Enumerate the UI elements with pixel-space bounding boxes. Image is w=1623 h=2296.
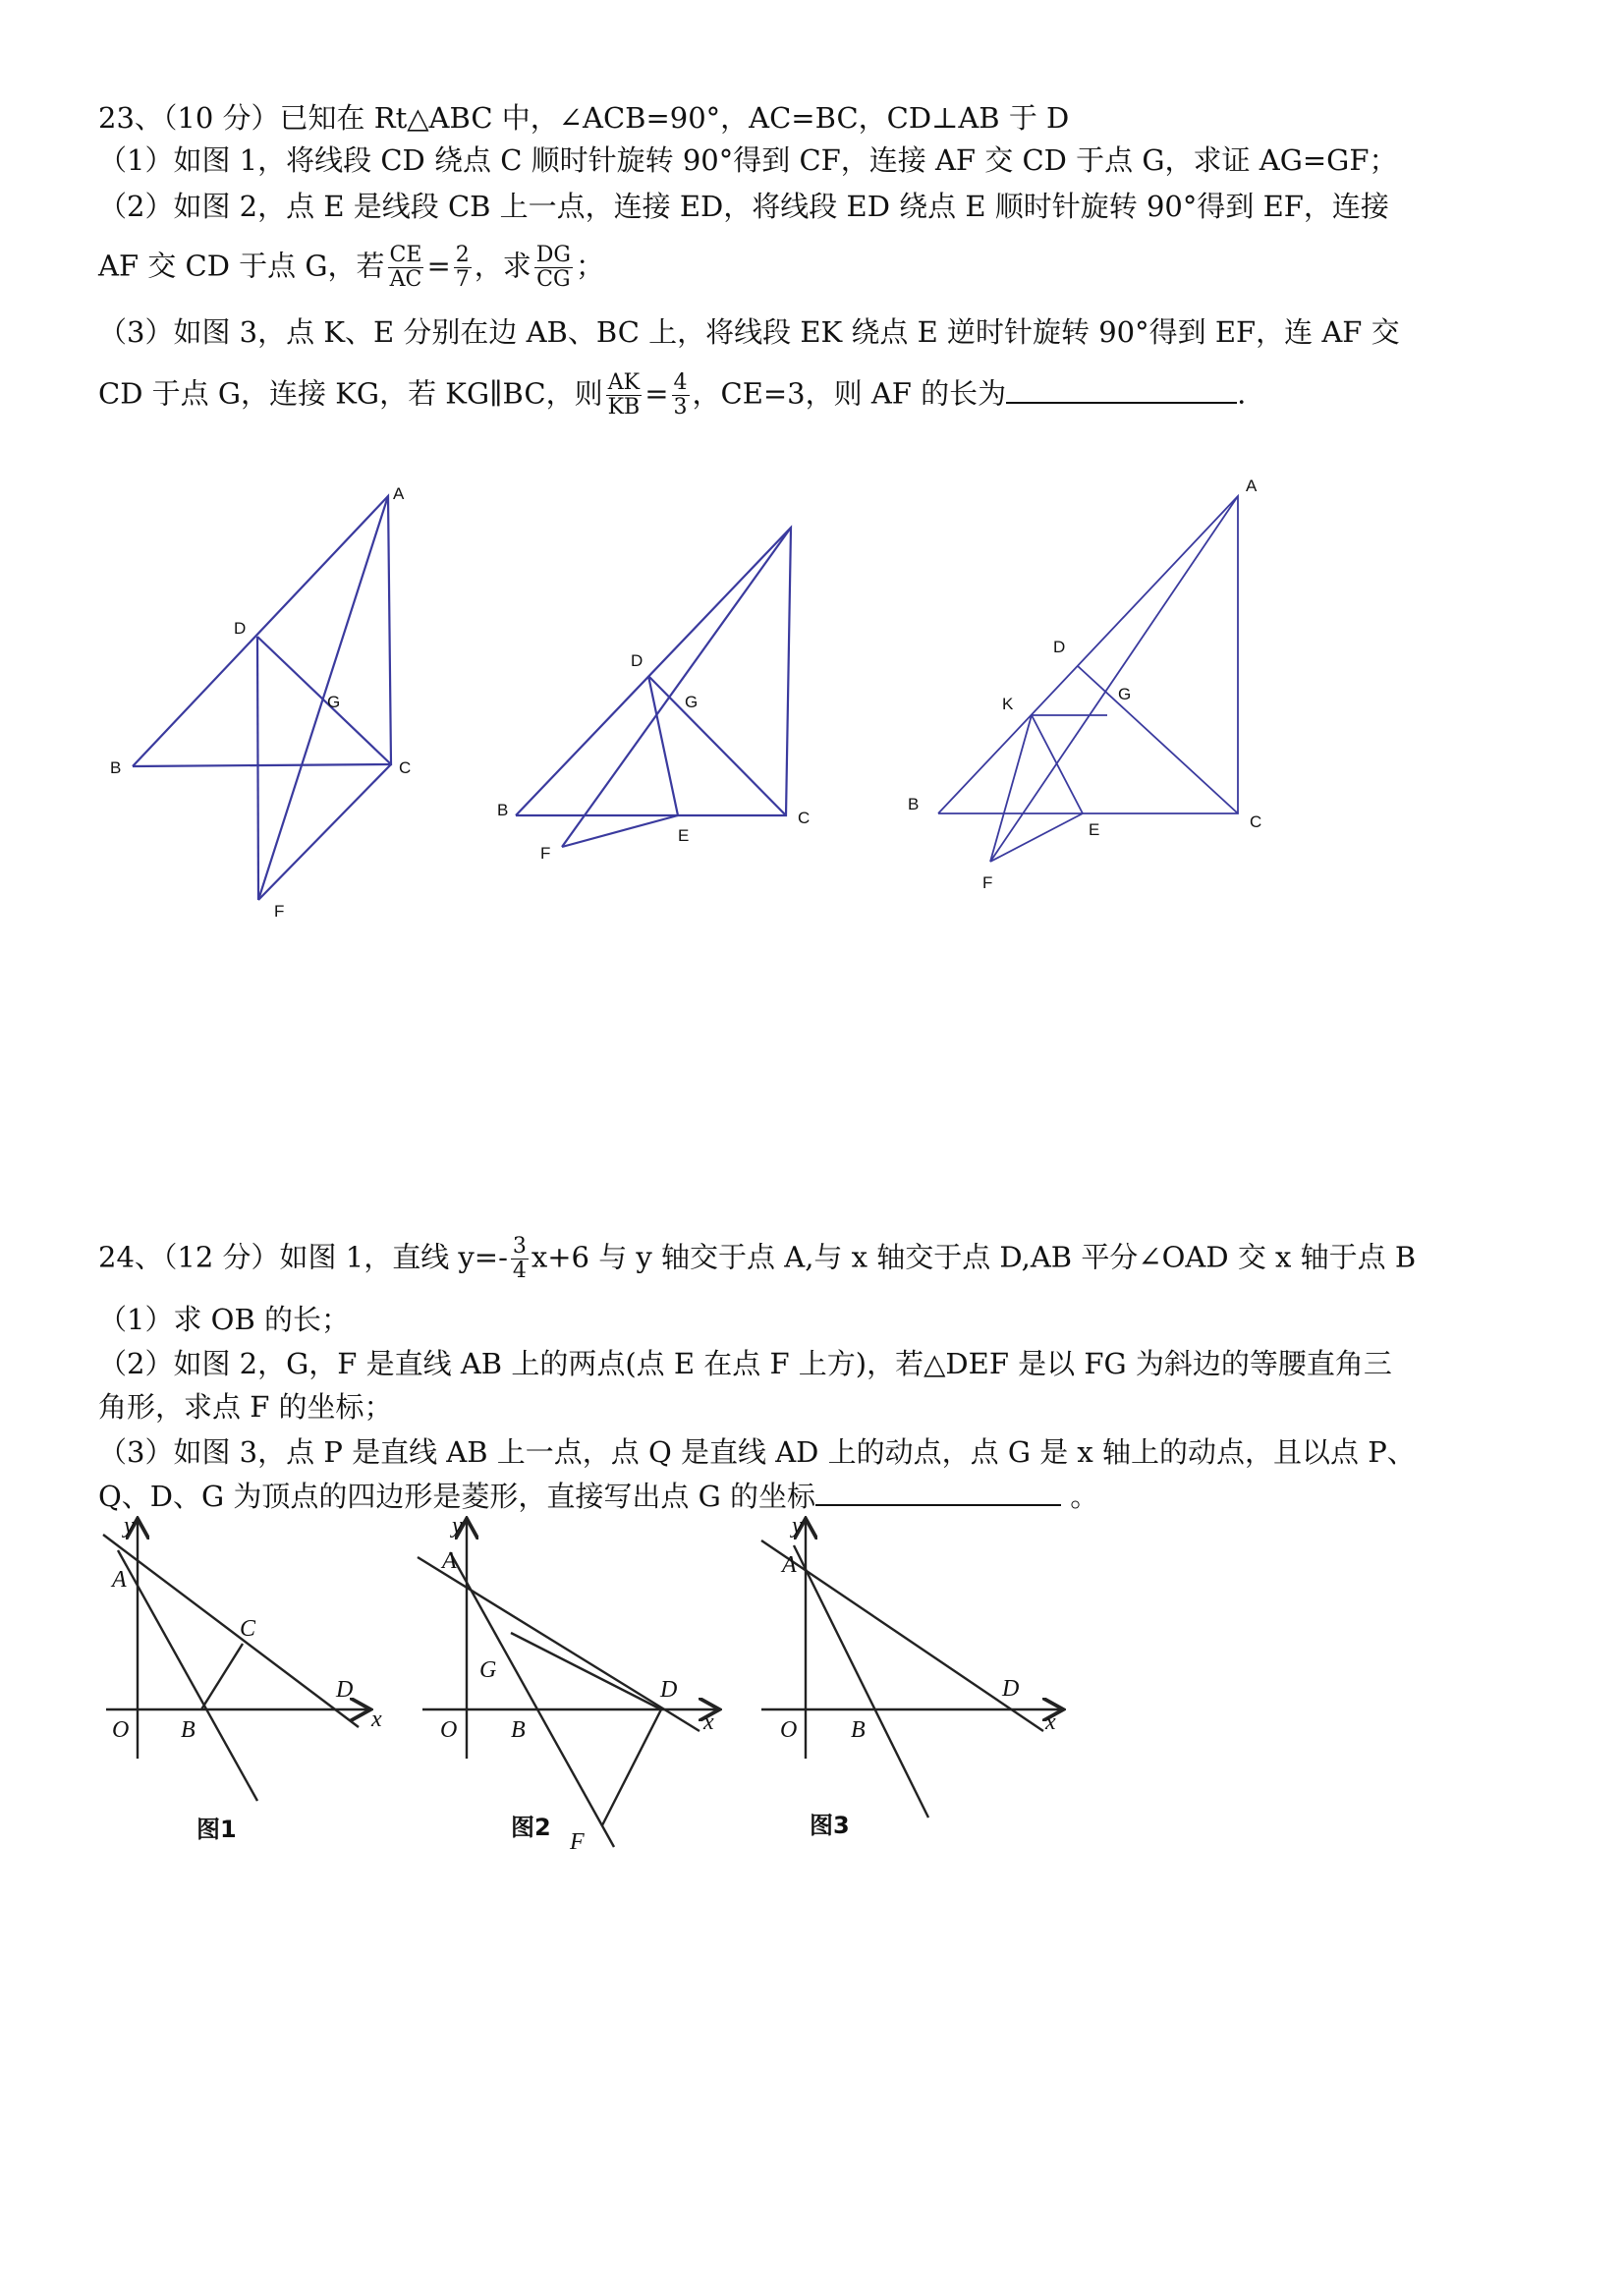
- frac-num: CE: [389, 243, 422, 267]
- fig2-segment-gd: [511, 1633, 661, 1709]
- fig1-label-c: C: [240, 1616, 256, 1642]
- fig1-label-d: D: [336, 1677, 354, 1703]
- q24-line3: （2）如图 2，G，F 是直线 AB 上的两点(点 E 在点 F 上方)，若△DEF 是以 FG 为斜边的等腰直角三: [98, 1347, 1392, 1380]
- fig1-segment-bc: [201, 1644, 243, 1709]
- fig1-label-a: A: [112, 1567, 127, 1593]
- fig2-label-a: A: [442, 1548, 457, 1574]
- q23-line1: 23、（10 分）已知在 Rt△ABC 中，∠ACB=90°，AC=BC，CD⊥AB 于 D: [98, 101, 1070, 135]
- fig1-label-a: A: [393, 484, 405, 503]
- fig2-line-ad: [418, 1557, 700, 1731]
- fig3-label-d: D: [1053, 638, 1066, 656]
- frac-den: 4: [512, 1259, 527, 1283]
- fig1-label-c: C: [399, 758, 412, 777]
- q23-line6-b: ，CE=3，则 AF 的长为: [692, 376, 1007, 411]
- q24-line6-b: 。: [1061, 1480, 1099, 1513]
- frac-num: 2: [455, 243, 470, 267]
- q23-line2: （1）如图 1，将线段 CD 绕点 C 顺时针旋转 90°得到 CF，连接 AF 交 CD 于点 G，求证 AG=GF；: [98, 143, 1398, 177]
- fig2-caption: 图2: [511, 1814, 551, 1841]
- fig2-label-g: G: [479, 1657, 497, 1683]
- fig1-line-ab: [118, 1550, 257, 1801]
- fig3-line-ab: [794, 1545, 928, 1818]
- fig3-line-ad: [761, 1540, 1043, 1731]
- fig2-label-b: B: [497, 801, 509, 819]
- frac-num: DG: [535, 243, 571, 267]
- equals-sign: =: [644, 376, 669, 411]
- fig1-label-d: D: [234, 619, 247, 638]
- fig3-label-k: K: [1002, 695, 1014, 713]
- fig1-label-y: y: [124, 1513, 135, 1539]
- frac-den: AC: [389, 267, 422, 292]
- fig1-label-x: x: [371, 1707, 382, 1732]
- q23-line3: （2）如图 2，点 E 是线段 CB 上一点，连接 ED，将线段 ED 绕点 E 顺时针旋转 90°得到 EF，连接: [98, 190, 1389, 223]
- fig3-label-f: F: [982, 873, 993, 892]
- fig2-line-ab: [450, 1552, 614, 1847]
- fig2-label-d: D: [660, 1677, 678, 1703]
- q23-line5: （3）如图 3，点 K、E 分别在边 AB、BC 上，将线段 EK 绕点 E 逆时针旋转 90°得到 EF，连 AF 交: [98, 315, 1400, 349]
- fig3-caption: 图3: [810, 1812, 850, 1839]
- fig3-label-b: B: [851, 1717, 866, 1743]
- q23-line6-a: CD 于点 G，连接 KG，若 KG∥BC，则: [98, 376, 603, 411]
- frac-den: CG: [536, 267, 571, 292]
- fig2-label-y: y: [452, 1513, 463, 1539]
- q23-line4-b: ，求: [474, 249, 532, 283]
- q23-line4-c: ；: [576, 249, 605, 283]
- fig1-label-b: B: [181, 1717, 196, 1743]
- fig3-label-x: x: [1045, 1709, 1056, 1735]
- frac-den: 7: [455, 267, 470, 292]
- fig2-label-f: F: [570, 1829, 585, 1855]
- q24-line5: （3）如图 3，点 P 是直线 AB 上一点，点 Q 是直线 AD 上的动点，点 G 是 x 轴上的动点，且以点 P、: [98, 1435, 1416, 1469]
- fig3-label-b: B: [908, 795, 920, 813]
- q24-line6-a: Q、D、G 为顶点的四边形是菱形，直接写出点 G 的坐标: [98, 1480, 816, 1513]
- q24-line1-b: x+6 与 y 轴交于点 A,与 x 轴交于点 D,AB 平分∠OAD 交 x 轴于点 B: [531, 1240, 1417, 1274]
- q24-fig1: [103, 1521, 368, 1801]
- fig3-label-o: O: [780, 1717, 798, 1743]
- fig3-label-g: G: [1118, 685, 1132, 703]
- q24-line4: 角形，求点 F 的坐标；: [98, 1390, 393, 1424]
- q24-line2: （1）求 OB 的长；: [98, 1303, 350, 1336]
- fig3-label-y: y: [792, 1513, 803, 1539]
- fig3-label-c: C: [1250, 812, 1262, 831]
- equals-sign: =: [426, 249, 451, 283]
- frac-den: 3: [673, 395, 688, 420]
- fig2-label-x: x: [703, 1709, 714, 1735]
- fig1-label-o: O: [112, 1717, 130, 1743]
- fig2-label-b: B: [511, 1717, 526, 1743]
- fig2-label-o: O: [440, 1717, 458, 1743]
- fig2-label-c: C: [798, 809, 811, 827]
- fig1-line-ad: [103, 1535, 359, 1727]
- fig2-label-e: E: [678, 826, 690, 845]
- fig3-label-a: A: [1246, 476, 1258, 495]
- fig3-label-a: A: [782, 1552, 797, 1578]
- fig3-label-e: E: [1089, 820, 1100, 839]
- fig2-label-g: G: [685, 693, 699, 711]
- frac-num: 3: [512, 1234, 527, 1259]
- q24-line1-a: 24、（12 分）如图 1，直线 y=-: [98, 1240, 508, 1274]
- fig2-segment-df: [602, 1709, 661, 1825]
- frac-num: AK: [606, 371, 643, 396]
- fig3-label-d: D: [1002, 1676, 1020, 1702]
- fig1-label-f: F: [274, 902, 285, 921]
- q24-fig3: [761, 1521, 1061, 1818]
- frac-den: KB: [607, 395, 641, 420]
- frac-num: 4: [673, 370, 688, 395]
- fig1-label-g: G: [327, 693, 341, 711]
- q23-line4-a: AF 交 CD 于点 G，若: [98, 249, 385, 283]
- fig2-label-f: F: [540, 844, 551, 863]
- fig1-caption: 图1: [196, 1816, 237, 1843]
- fig2-label-d: D: [631, 651, 644, 670]
- q23-line6-c: .: [1237, 376, 1247, 411]
- fig1-label-b: B: [110, 758, 122, 777]
